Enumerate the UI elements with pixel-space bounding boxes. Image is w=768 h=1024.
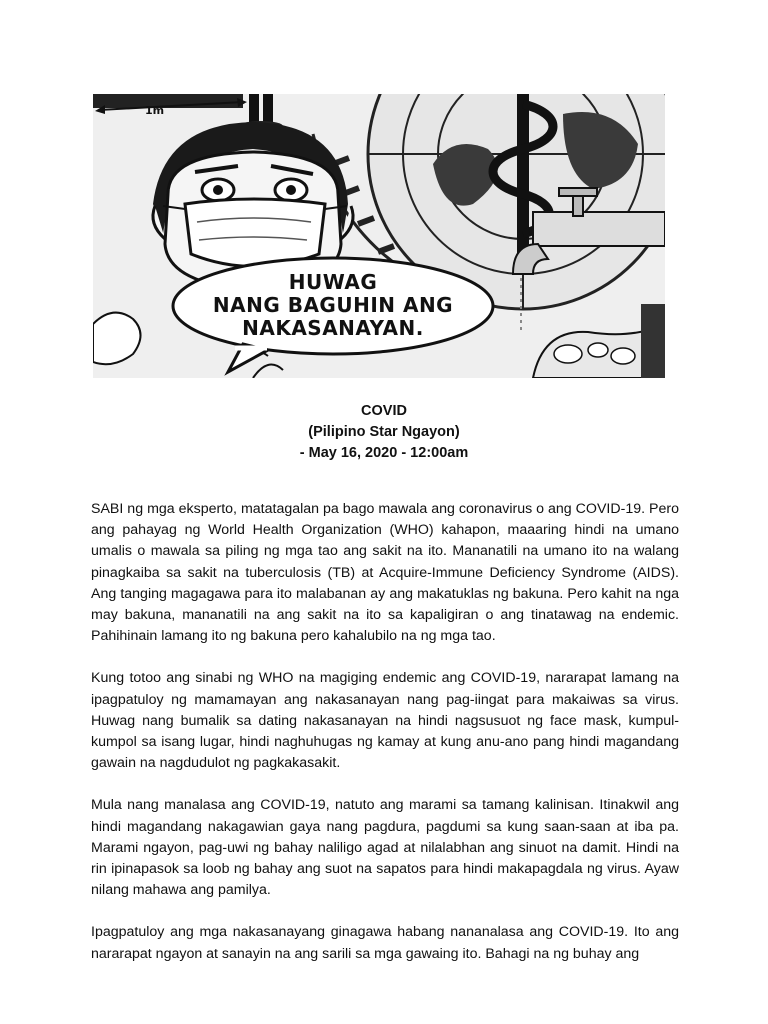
article-header bbox=[0, 401, 768, 464]
article-date: - May 16, 2020 - 12:00am bbox=[299, 445, 469, 461]
article-paragraph: Mula nang manalasa ang COVID-19, natuto ang marami sa tamang kalinisan. Itinakwil ang hindi magandang nakagawian gaya nang pagdura, pagdumi sa kung saan-saan at iba pa. Marami ngayon, pag-uwi ng bahay naliligo agad at nilalabhan ang sinuot na damit. Hindi na rin ipinapasok sa loob ng bahay ang suot na sapatos para hindi makapagdala ng virus. Ayaw nilang mahawa ang pamilya. bbox=[91, 797, 679, 899]
article-paragraph: SABI ng mga eksperto, matatagalan pa bago mawala ang coronavirus o ang COVID-19. Pero ang pahayag ng World Health Organization (WHO) kahapon, maaaring hindi na umano umalis o mawala sa piling ng mga tao ang sakit na ito. Mananatili na umano ito na walang pinagkaiba sa sakit na tuberculosis (TB) at Acquire-Immune Deficiency Syndrome (AIDS). Ang tanging magagawa para ito malabanan ay ang makatuklas ng bakuna. Pero kahit na nga may bakuna, mananatili na ang sakit na ito sa kapaligiran o ang tinatawag na endemic. Pahihinain lamang ito ng bakuna pero kahalubilo na ng mga tao. bbox=[91, 501, 679, 645]
article-paragraph: Ipagpatuloy ang mga nakasanayang ginagawa habang nananalasa ang COVID-19. Ito ang nararapat ngayon at sanayin na ang sarili sa mga gawaing ito. Bahagi na ng buhay ang bbox=[91, 924, 679, 962]
speech-bubble-line-2: NANG BAGUHIN ANG bbox=[212, 293, 454, 317]
speech-bubble-line-1: HUWAG bbox=[288, 270, 378, 294]
article-source: (Pilipino Star Ngayon) bbox=[308, 424, 460, 440]
article-body bbox=[91, 499, 679, 986]
article-title: COVID bbox=[361, 403, 407, 419]
article-paragraph: Kung totoo ang sinabi ng WHO na magiging endemic ang COVID-19, nararapat lamang na ipagpatuloy ng mamamayan ang nakasanayan nang pag-iingat para makaiwas sa virus. Huwag nang bumalik sa dating nakasanayan na hindi nagsusuot ng face mask, kumpul-kumpol sa isang lugar, hindi naghuhugas ng kamay at kung anu-ano pang hindi magandang gawain na nagdudulot ng pagkakasakit. bbox=[91, 670, 679, 772]
editorial-cartoon bbox=[93, 94, 665, 378]
distance-label: 1m bbox=[145, 104, 165, 117]
speech-bubble-line-3: NAKASANAYAN. bbox=[242, 316, 424, 340]
cartoon-illustration bbox=[93, 94, 665, 378]
